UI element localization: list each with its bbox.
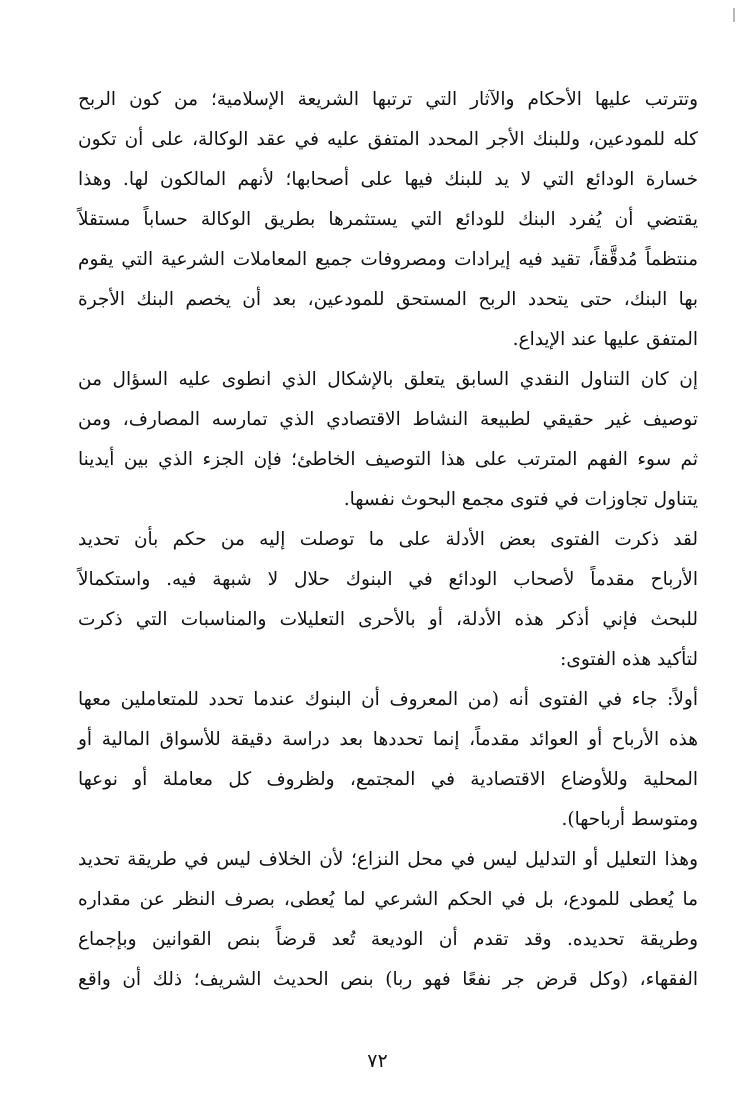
page-edge-mark [733, 8, 735, 22]
text-line: ما يُعطى للمودع، بل في الحكم الشرعي لما يُعطى، بصرف النظر عن مقداره [78, 889, 698, 910]
paragraph [78, 360, 698, 520]
document-body [78, 80, 698, 1000]
text-line: وطريقة تحديده. وقد تقدم أن الوديعة تُعد قرضاً بنص القوانين وبإجماع [78, 929, 698, 950]
text-line: ثم سوء الفهم المترتب على هذا التوصيف الخاطئ؛ فإن الجزء الذي بين أيدينا [78, 449, 698, 470]
paragraph [78, 520, 698, 680]
text-line: وتترتب عليها الأحكام والآثار التي ترتبها الشريعة الإسلامية؛ من كون الربح [78, 89, 698, 110]
text-line: وهذا التعليل أو التدليل ليس في محل النزاع؛ لأن الخلاف ليس في طريقة تحديد [78, 849, 698, 870]
text-line: أولاً: جاء في الفتوى أنه (من المعروف أن البنوك عندما تحدد للمتعاملين معها [78, 689, 698, 710]
text-line: هذه الأرباح أو العوائد مقدماً، إنما تحددها بعد دراسة دقيقة للأسواق المالية أو [78, 729, 698, 750]
text-line: للبحث فإني أذكر هذه الأدلة، أو بالأحرى التعليلات والمناسبات التي ذكرت [78, 609, 698, 630]
text-line: يقتضي أن يُفرد البنك للودائع التي يستثمرها بطريق الوكالة حساباً مستقلاً [78, 209, 698, 230]
paragraph [78, 840, 698, 1000]
text-line: يتناول تجاوزات في فتوى مجمع البحوث نفسها. [343, 489, 698, 510]
text-line: منتظماً مُدقَّقاً، تقيد فيه إيرادات ومصروفات جميع المعاملات الشرعية التي يقوم [78, 249, 698, 270]
text-line: كله للمودعين، وللبنك الأجر المحدد المتفق عليه في عقد الوكالة، على أن تكون [78, 129, 698, 150]
text-line: لقد ذكرت الفتوى بعض الأدلة على ما توصلت إليه من حكم بأن تحديد [78, 529, 698, 550]
text-line: لتأكيد هذه الفتوى: [560, 649, 698, 670]
text-line: المتفق عليها عند الإيداع. [512, 329, 698, 350]
page-number: ٧٢ [367, 1050, 388, 1072]
text-line: بها البنك، حتى يتحدد الربح المستحق للمودعين، بعد أن يخصم البنك الأجرة [78, 289, 698, 310]
text-line: إن كان التناول النقدي السابق يتعلق بالإشكال الذي انطوى عليه السؤال من [78, 369, 698, 390]
paragraph [78, 80, 698, 360]
text-line: المحلية وللأوضاع الاقتصادية في المجتمع، ولظروف كل معاملة أو نوعها [78, 769, 698, 790]
text-line: الفقهاء، (وكل قرض جر نفعًا فهو ربا) بنص الحديث الشريف؛ ذلك أن واقع [78, 969, 698, 990]
text-line: توصيف غير حقيقي لطبيعة النشاط الاقتصادي الذي تمارسه المصارف، ومن [78, 409, 698, 430]
text-line: الأرباح مقدماً لأصحاب الودائع في البنوك حلال لا شبهة فيه. واستكمالاً [78, 569, 698, 590]
paragraph [78, 680, 698, 840]
text-line: ومتوسط أرباحها). [561, 809, 698, 830]
text-line: خسارة الودائع التي لا يد للبنك فيها على أصحابها؛ لأنهم المالكون لها. وهذا [78, 169, 698, 190]
